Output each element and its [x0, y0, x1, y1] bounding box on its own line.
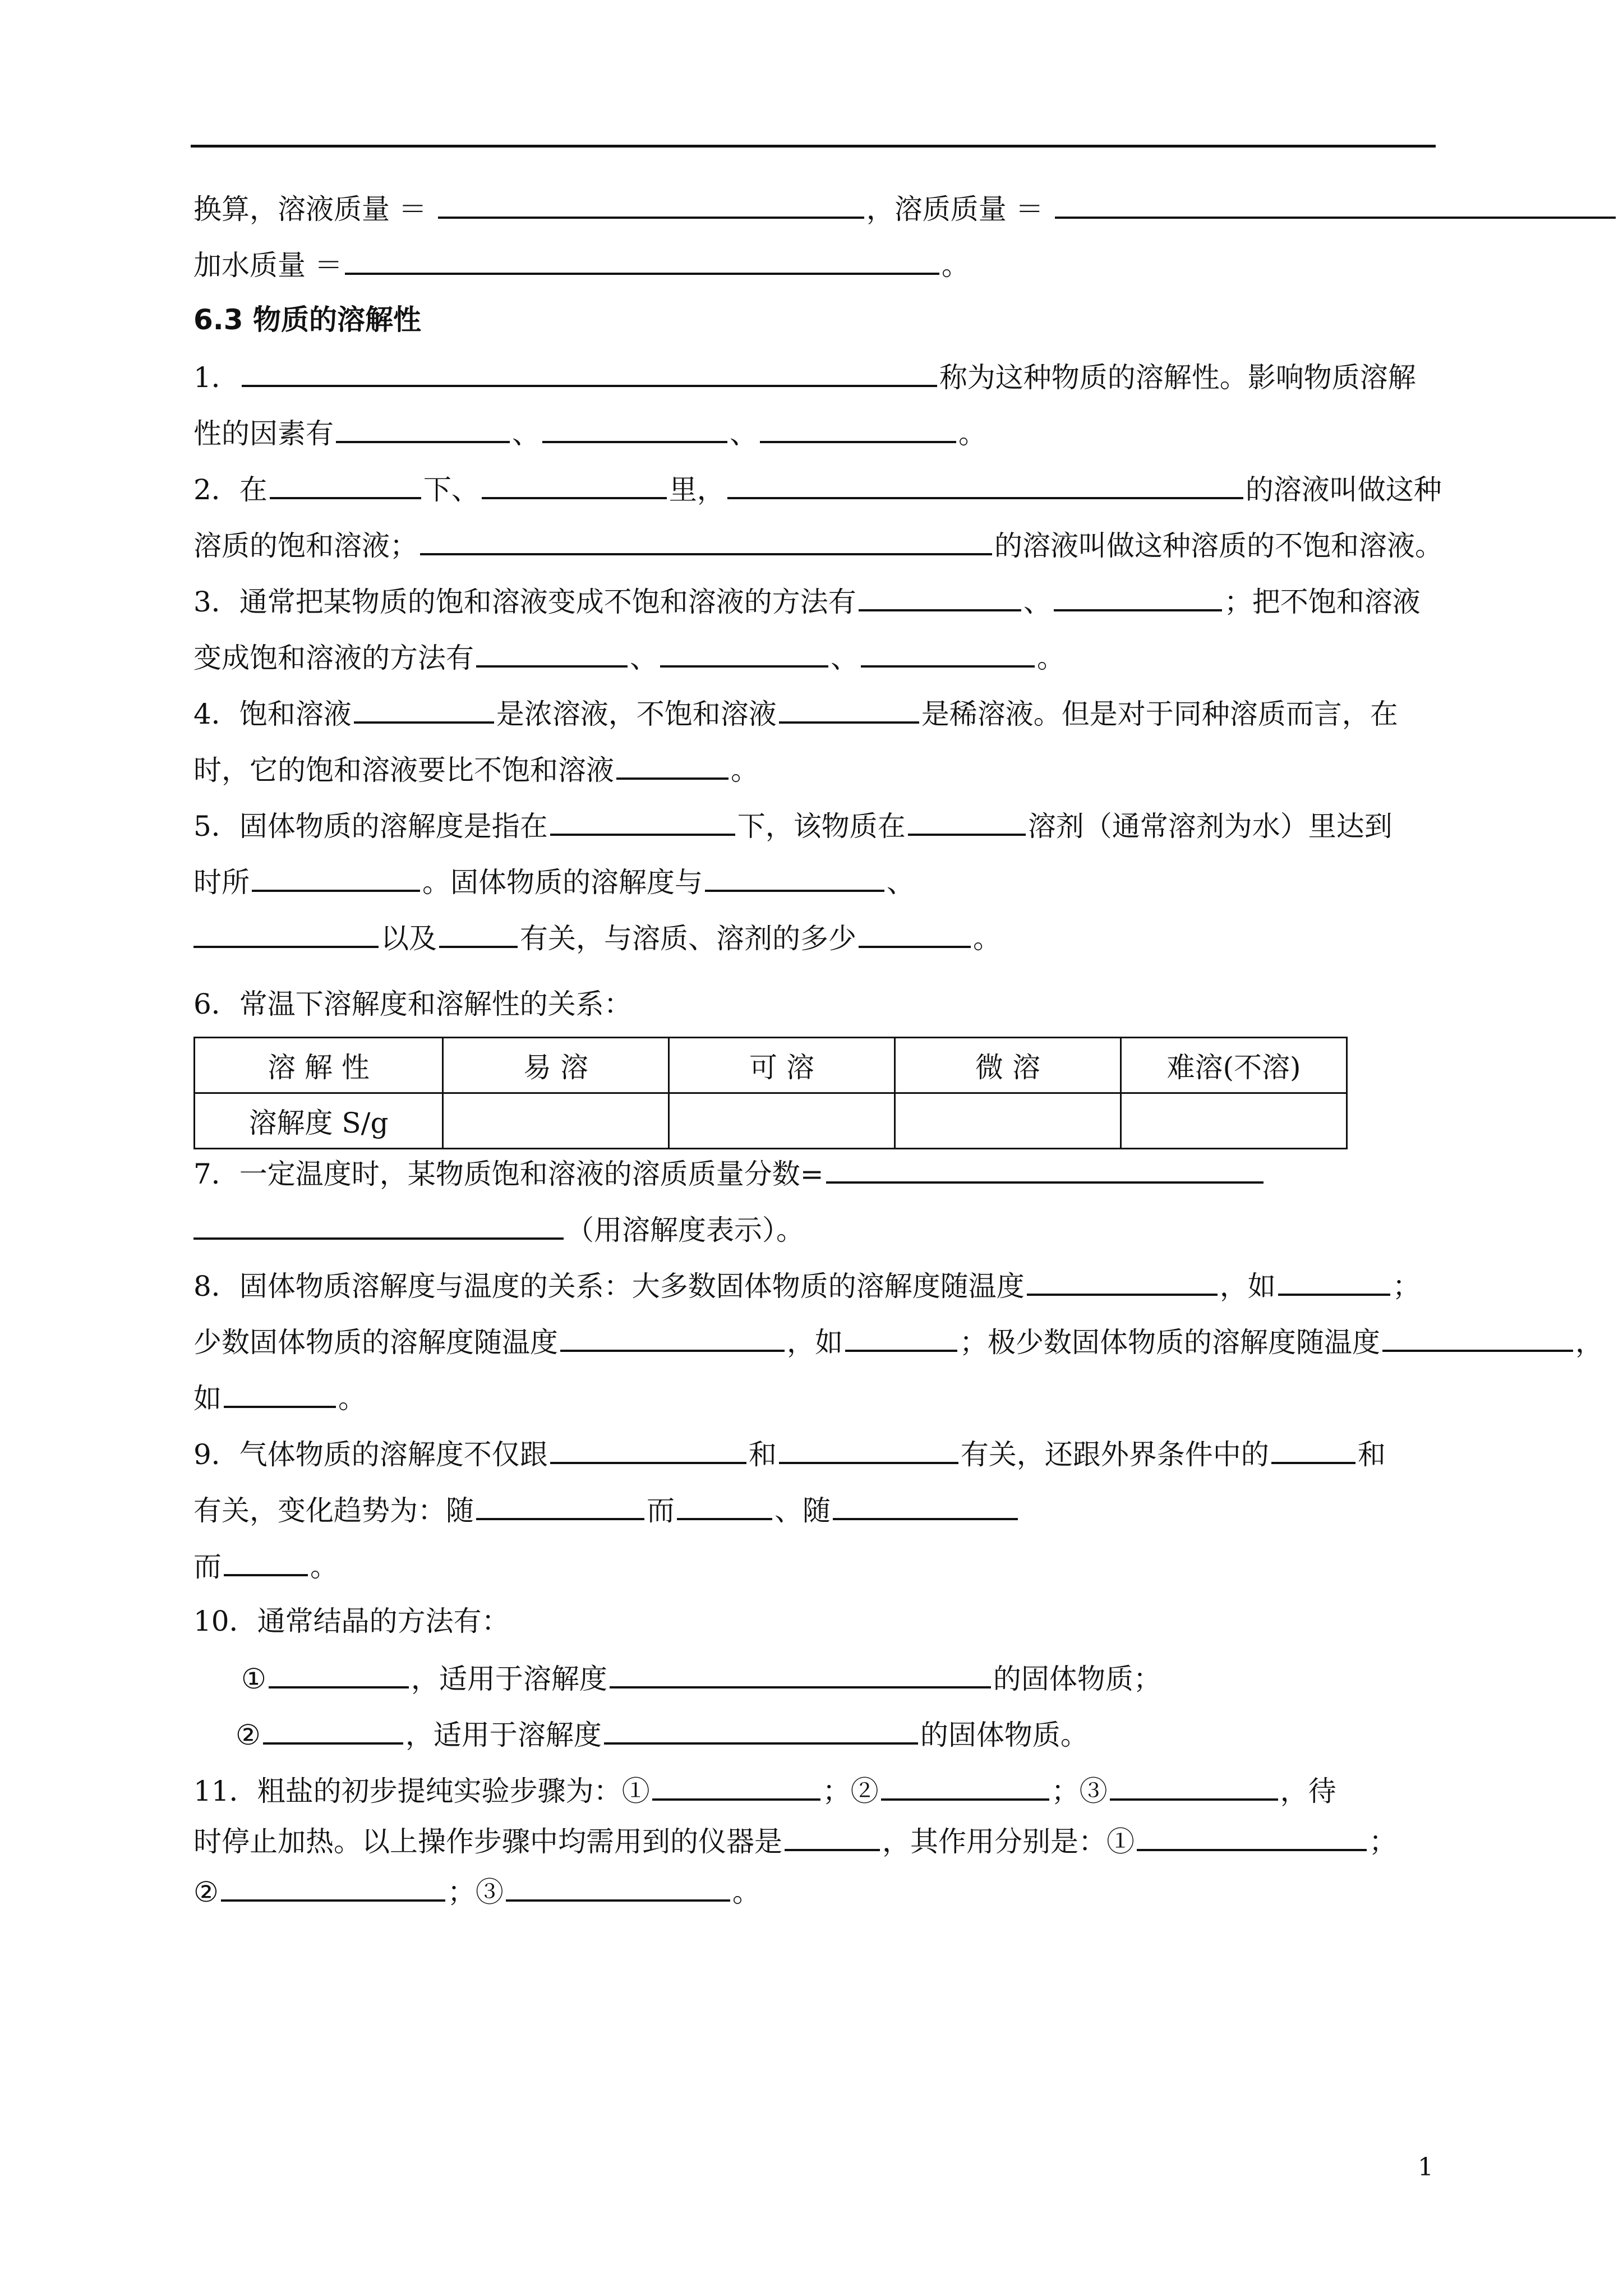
table-cell[interactable] — [443, 1093, 669, 1149]
blank[interactable] — [660, 639, 828, 668]
blank[interactable] — [336, 415, 510, 443]
question-2: 2．在 下、 里， 的溶液叫做这种 — [193, 471, 1442, 507]
blank[interactable] — [506, 1874, 730, 1902]
blank[interactable] — [881, 1773, 1049, 1801]
table-row — [195, 1038, 1347, 1093]
question-8: 8．固体物质溶解度与温度的关系：大多数固体物质的溶解度随温度 ，如 ； — [193, 1268, 1421, 1303]
blank[interactable] — [550, 808, 735, 836]
blank[interactable] — [270, 471, 421, 499]
row-label: 溶解度 S/g — [195, 1093, 443, 1149]
blank[interactable] — [859, 920, 971, 948]
blank[interactable] — [354, 696, 494, 724]
question-6: 6．常温下溶解度和溶解性的关系： — [193, 988, 632, 1020]
question-4: 4．饱和溶液 是浓溶液，不饱和溶液 是稀溶液。但是对于同种溶质而言，在 — [193, 696, 1398, 731]
question-5: 5．固体物质的溶解度是指在 下，该物质在 溶剂（通常溶剂为水）里达到 — [193, 808, 1393, 843]
table-header: 微 溶 — [895, 1038, 1121, 1093]
question-4-cont: 时，它的饱和溶液要比不饱和溶液 。 — [193, 752, 759, 787]
blank[interactable] — [476, 1492, 644, 1520]
blank[interactable] — [224, 1548, 308, 1576]
question-8-cont2: 如 。 — [193, 1380, 366, 1415]
blank[interactable] — [550, 1436, 746, 1464]
blank[interactable] — [560, 1324, 785, 1352]
table-cell[interactable] — [669, 1093, 895, 1149]
blank[interactable] — [542, 415, 727, 443]
blank[interactable] — [604, 1717, 918, 1745]
blank[interactable] — [193, 1212, 564, 1240]
blank[interactable] — [845, 1324, 957, 1352]
table-header: 易 溶 — [443, 1038, 669, 1093]
blank[interactable] — [420, 527, 992, 555]
question-11-cont: 时停止加热。以上操作步骤中均需用到的仪器是 ，其作用分别是：① ； — [193, 1823, 1397, 1858]
line-conversion: 换算，溶液质量 ＝ ，溶质质量 ＝ — [193, 191, 1618, 226]
blank[interactable] — [252, 864, 420, 892]
blank[interactable] — [833, 1492, 1018, 1520]
question-3: 3．通常把某物质的饱和溶液变成不饱和溶液的方法有 、 ；把不饱和溶液 — [193, 583, 1421, 619]
blank[interactable] — [861, 639, 1035, 668]
question-9-cont: 有关，变化趋势为：随 而 、随 — [193, 1492, 1020, 1527]
blank[interactable] — [727, 471, 1243, 499]
blank[interactable] — [1278, 1268, 1390, 1296]
question-5-cont2: 以及 有关，与溶质、溶剂的多少 。 — [193, 920, 1001, 955]
blank[interactable] — [1382, 1324, 1573, 1352]
section-title: 6.3 物质的溶解性 — [193, 303, 421, 336]
blank[interactable] — [1055, 191, 1616, 219]
question-9: 9．气体物质的溶解度不仅跟 和 有关，还跟外界条件中的 和 — [193, 1436, 1386, 1471]
question-2-cont: 溶质的饱和溶液； 的溶液叫做这种溶质的不饱和溶液。 — [193, 527, 1443, 563]
blank[interactable] — [705, 864, 884, 892]
solubility-table — [193, 1037, 1348, 1149]
blank[interactable] — [242, 359, 937, 387]
table-header: 难溶(不溶) — [1121, 1038, 1347, 1093]
question-7-cont: （用溶解度表示）。 — [193, 1212, 804, 1247]
blank[interactable] — [269, 1660, 409, 1688]
blank[interactable] — [482, 471, 667, 499]
question-11-cont2: ② ；③ 。 — [193, 1874, 760, 1909]
blank[interactable] — [859, 583, 1021, 611]
header-rule — [191, 145, 1436, 148]
table-header: 溶 解 性 — [195, 1038, 443, 1093]
question-11: 11．粗盐的初步提纯实验步骤为：① ；② ；③ ，待 — [193, 1773, 1336, 1808]
blank[interactable] — [610, 1660, 991, 1688]
blank[interactable] — [1271, 1436, 1355, 1464]
table-cell[interactable] — [1121, 1093, 1347, 1149]
line-water-mass: 加水质量 ＝ 。 — [193, 247, 970, 282]
question-3-cont: 变成饱和溶液的方法有 、 、 。 — [193, 639, 1065, 675]
blank[interactable] — [826, 1156, 1264, 1184]
question-5-cont: 时所 。固体物质的溶解度与 、 — [193, 864, 915, 899]
blank[interactable] — [1027, 1268, 1218, 1296]
blank[interactable] — [476, 639, 628, 668]
table-row — [195, 1093, 1347, 1149]
question-10: 10．通常结晶的方法有： — [193, 1605, 510, 1637]
question-10-item-1: ① ，适用于溶解度 的固体物质； — [241, 1660, 1161, 1696]
question-1: 1． 称为这种物质的溶解性。影响物质溶解 — [193, 359, 1416, 394]
blank[interactable] — [779, 696, 919, 724]
blank[interactable] — [1137, 1823, 1367, 1851]
question-1-cont: 性的因素有 、 、 。 — [193, 415, 986, 450]
blank[interactable] — [345, 247, 939, 275]
blank[interactable] — [616, 752, 728, 780]
blank[interactable] — [652, 1773, 820, 1801]
blank[interactable] — [1110, 1773, 1278, 1801]
blank[interactable] — [779, 1436, 958, 1464]
blank[interactable] — [193, 920, 379, 948]
table-header: 可 溶 — [669, 1038, 895, 1093]
blank[interactable] — [439, 920, 518, 948]
blank[interactable] — [677, 1492, 772, 1520]
blank[interactable] — [785, 1823, 880, 1851]
question-7: 7．一定温度时，某物质饱和溶液的溶质质量分数= — [193, 1156, 1266, 1191]
blank[interactable] — [760, 415, 956, 443]
blank[interactable] — [1054, 583, 1222, 611]
blank[interactable] — [221, 1874, 445, 1902]
blank[interactable] — [438, 191, 864, 219]
table-cell[interactable] — [895, 1093, 1121, 1149]
page-number: 1 — [1418, 2153, 1433, 2182]
blank[interactable] — [263, 1717, 403, 1745]
question-9-cont2: 而 。 — [193, 1548, 338, 1584]
blank[interactable] — [224, 1380, 336, 1408]
question-8-cont: 少数固体物质的溶解度随温度 ，如 ；极少数固体物质的溶解度随温度 ， — [193, 1324, 1603, 1359]
question-10-item-2: ② ，适用于溶解度 的固体物质。 — [236, 1717, 1089, 1752]
blank[interactable] — [908, 808, 1026, 836]
